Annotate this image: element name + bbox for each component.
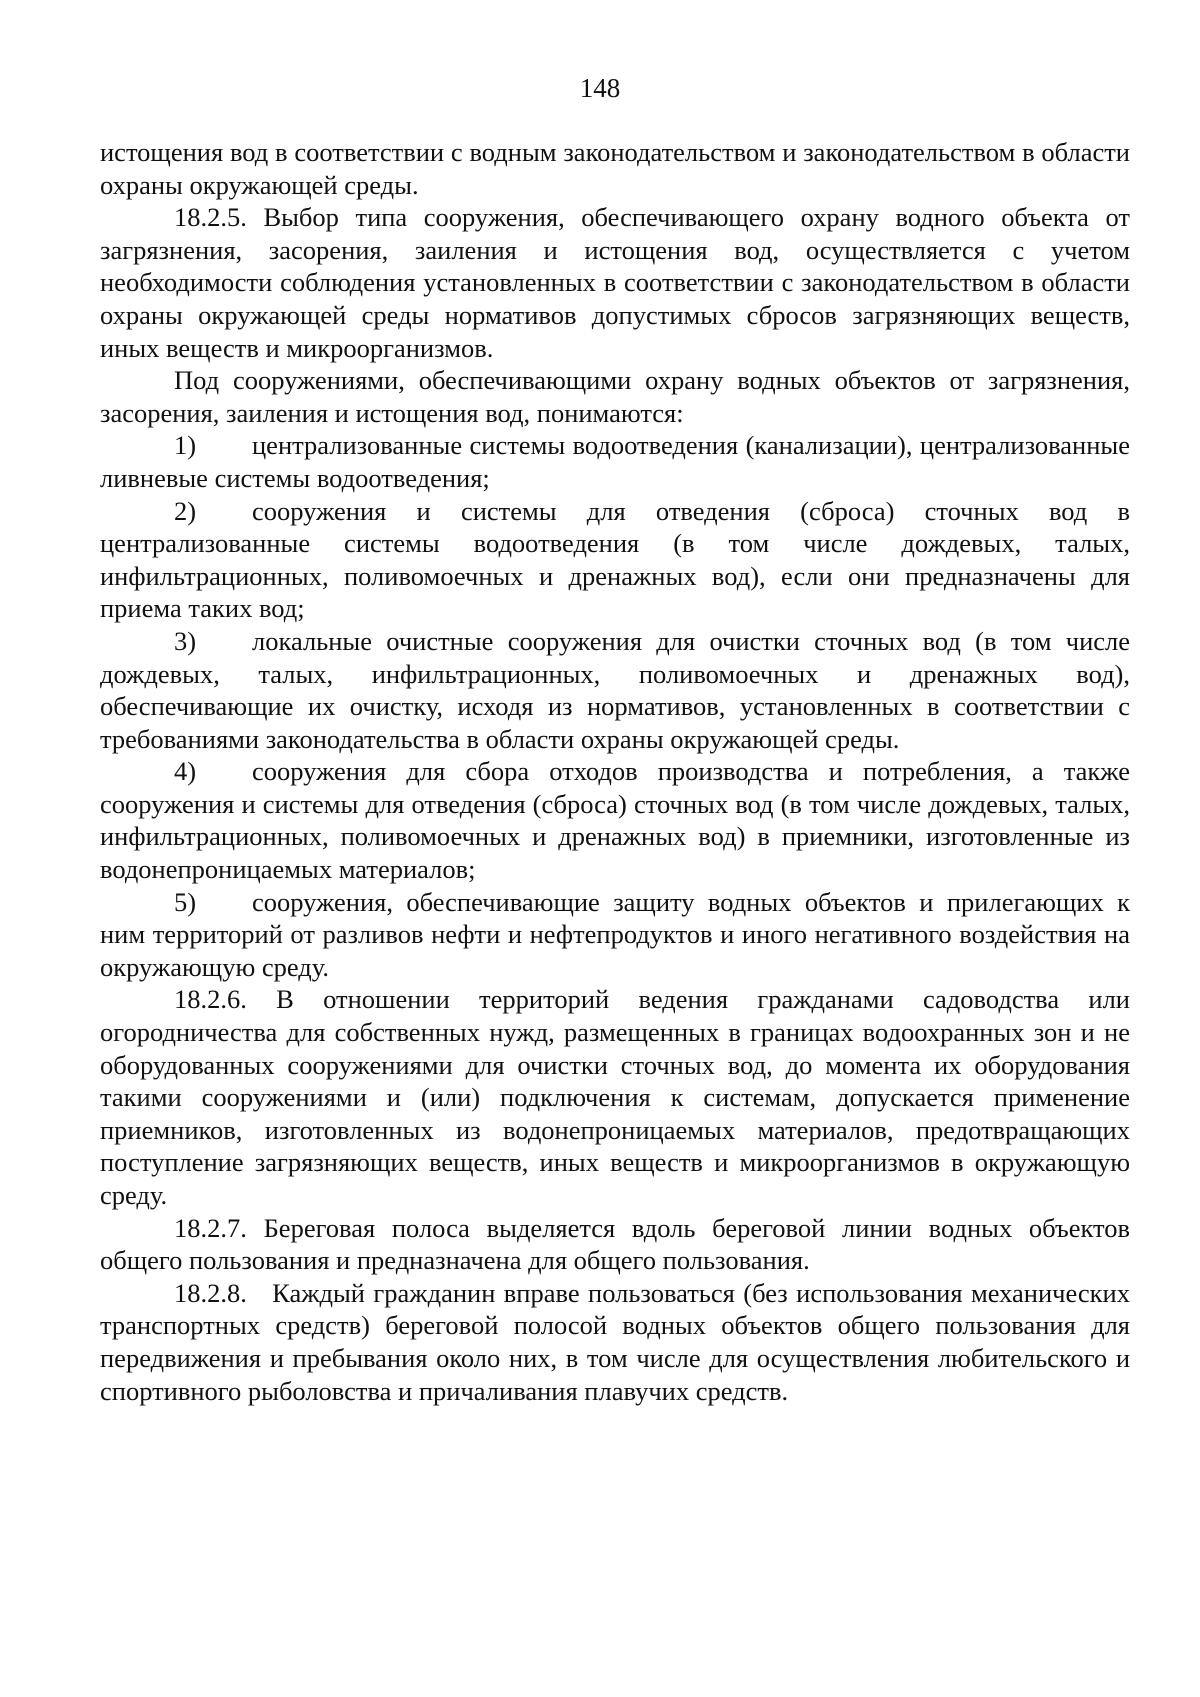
paragraph-18-2-5: 18.2.5. Выбор типа сооружения, обеспечивающего охрану водного объекта от загрязнения, засорения, заиления и истощения вод, осуществляется с учетом необходимости соблюдения установленных в соответствии с законодательством в области охраны окружающей среды нормативов допустимых сбросов загрязняющих веществ, иных веществ и микроорганизмов.	[100, 202, 1130, 363]
list-item-text: централизованные системы водоотведения (канализации), централизованные ливневые системы водоотведения;	[100, 430, 1130, 493]
list-item	[100, 429, 1130, 494]
list-item-text: сооружения для сбора отходов производства и потребления, а также сооружения и системы для отведения (сброса) сточных вод (в том числе дождевых, талых, инфильтрационных, поливомоечных и дренажных вод) в приемники, изготовленные из водонепроницаемых материалов;	[100, 756, 1130, 885]
list-item	[100, 625, 1130, 755]
document-body	[100, 136, 1137, 1407]
page-number: 148	[579, 73, 621, 103]
paragraph-continuation: истощения вод в соответствии с водным законодательством и законодательством в области охраны окружающей среды.	[100, 137, 1130, 200]
list-item-number: 2)	[174, 495, 197, 526]
list-item-text: сооружения и системы для отведения (сброса) сточных вод в централизованные системы водоотведения (в том числе дождевых, талых, инфильтрационных, поливомоечных и дренажных вод), если они предназначены для приема таких вод;	[100, 495, 1130, 624]
paragraph-18-2-8: 18.2.8. Каждый гражданин вправе пользоваться (без использования механических транспортных средств) береговой полосой водных объектов общего пользования для передвижения и пребывания около них, в том числе для осуществления любительского и спортивного рыболовства и причаливания плавучих средств.	[100, 1277, 1137, 1406]
list-item-text: сооружения, обеспечивающие защиту водных объектов и прилегающих к ним территорий от разливов нефти и нефтепродуктов и иного негативного воздействия на окружающую среду.	[100, 886, 1130, 982]
list-item	[100, 886, 1130, 984]
list-item-number: 4)	[174, 756, 197, 787]
list-item-number: 3)	[174, 625, 197, 656]
list-item-text: локальные очистные сооружения для очистки сточных вод (в том числе дождевых, талых, инфильтрационных, поливомоечных и дренажных вод), обеспечивающие их очистку, исходя из нормативов, установленных в соответствии с требованиями законодательства в области охраны окружающей среды.	[100, 625, 1130, 754]
list-item-number: 5)	[174, 886, 197, 917]
paragraph-structures-intro: Под сооружениями, обеспечивающими охрану водных объектов от загрязнения, засорения, заиления и истощения вод, понимаются:	[100, 365, 1130, 428]
list-item	[100, 495, 1130, 625]
paragraph-18-2-6: 18.2.6. В отношении территорий ведения гражданами садоводства или огородничества для собственных нужд, размещенных в границах водоохранных зон и не оборудованных сооружениями для очистки сточных вод, до момента их оборудования такими сооружениями и (или) подключения к системам, допускается применение приемников, изготовленных из водонепроницаемых материалов, предотвращающих поступление загрязняющих веществ, иных веществ и микроорганизмов в окружающую среду.	[100, 984, 1130, 1210]
list-item-number: 1)	[174, 430, 197, 461]
list-item	[100, 755, 1130, 885]
paragraph-18-2-7: 18.2.7. Береговая полоса выделяется вдоль береговой линии водных объектов общего пользования и предназначена для общего пользования.	[100, 1212, 1130, 1276]
